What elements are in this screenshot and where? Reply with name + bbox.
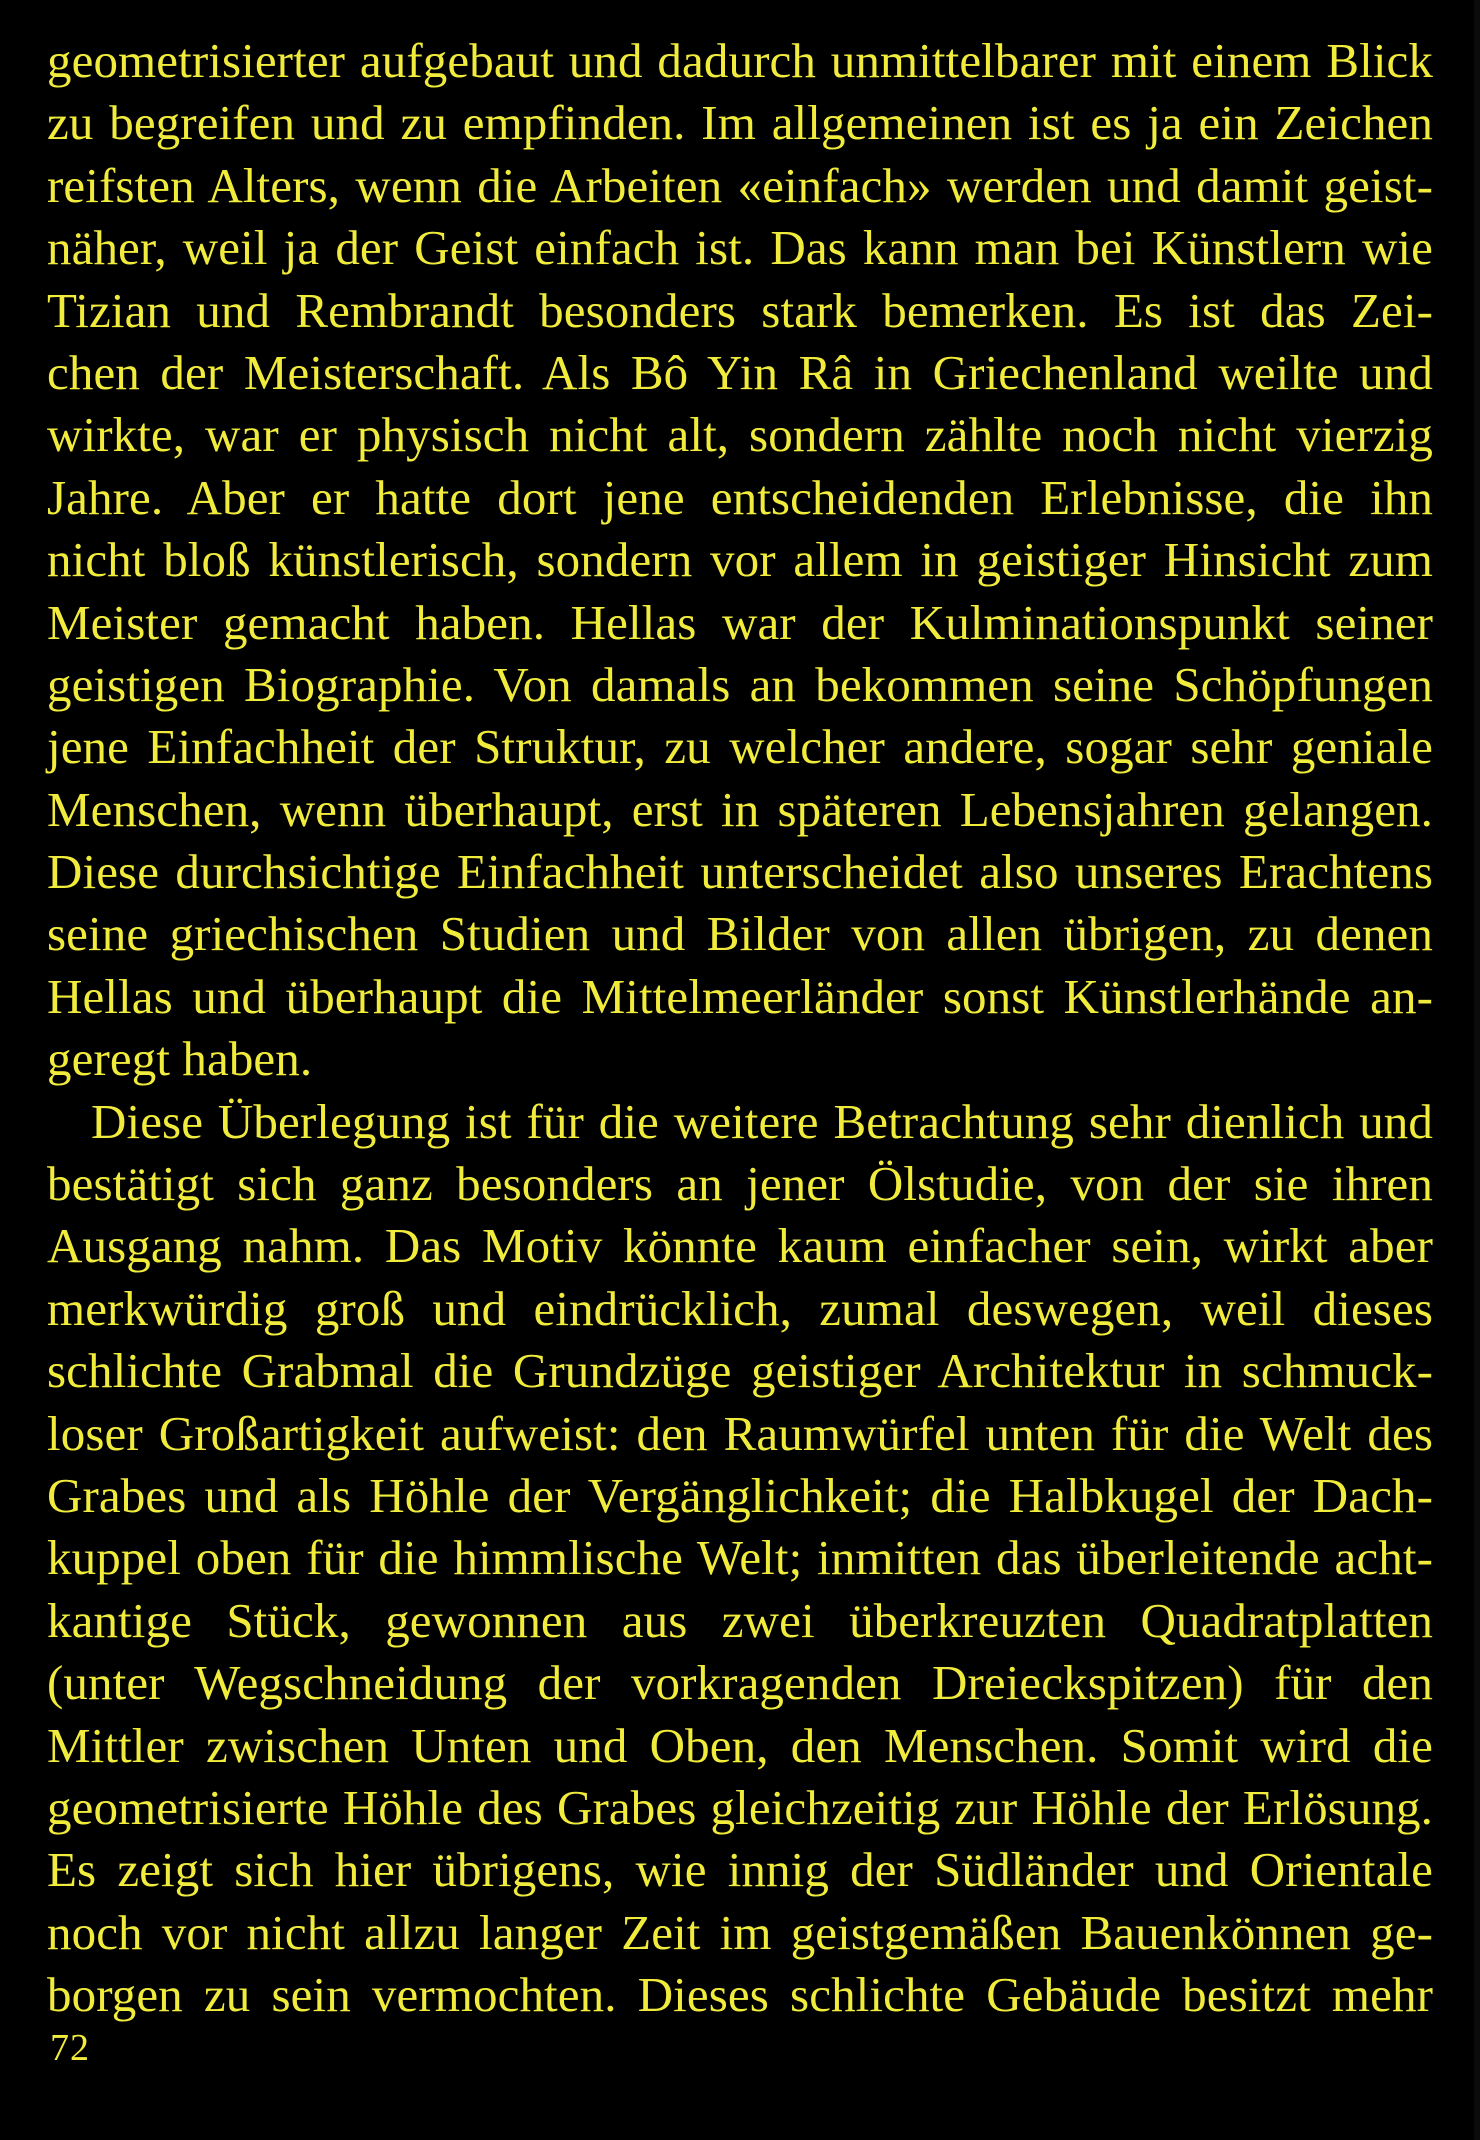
text-line: Mittler zwischen Unten und Oben, den Menschen. Somit wird die bbox=[47, 1717, 1433, 1773]
page-edge bbox=[1474, 0, 1480, 2140]
text-line: geistigen Biographie. Von damals an bekommen seine Schöpfungen bbox=[47, 656, 1433, 712]
text-line: Menschen, wenn überhaupt, erst in späteren Lebensjahren gelangen. bbox=[47, 781, 1433, 837]
text-line: wirkte, war er physisch nicht alt, sondern zählte noch nicht vierzig bbox=[47, 407, 1433, 463]
text-line: kuppel oben für die himmlische Welt; inmitten das überleitende acht- bbox=[47, 1530, 1433, 1586]
text-line: reifsten Alters, wenn die Arbeiten «einfach» werden und damit geist- bbox=[47, 157, 1433, 213]
text-line: (unter Wegschneidung der vorkragenden Dreieckspitzen) für den bbox=[47, 1655, 1433, 1711]
text-line: kantige Stück, gewonnen aus zwei überkreuzten Quadratplatten bbox=[47, 1592, 1433, 1648]
text-line: Es zeigt sich hier übrigens, wie innig der Südländer und Orientale bbox=[47, 1842, 1433, 1898]
text-line: zu begreifen und zu empfinden. Im allgemeinen ist es ja ein Zeichen bbox=[47, 95, 1433, 151]
text-line: bestätigt sich ganz besonders an jener Ölstudie, von der sie ihren bbox=[47, 1156, 1433, 1212]
text-line: seine griechischen Studien und Bilder von allen übrigen, zu denen bbox=[47, 906, 1433, 962]
text-line: borgen zu sein vermochten. Dieses schlichte Gebäude besitzt mehr bbox=[47, 1967, 1433, 2023]
text-line: schlichte Grabmal die Grundzüge geistiger Architektur in schmuck- bbox=[47, 1343, 1433, 1399]
text-line: Jahre. Aber er hatte dort jene entscheidenden Erlebnisse, die ihn bbox=[47, 469, 1433, 525]
text-line: loser Großartigkeit aufweist: den Raumwürfel unten für die Welt des bbox=[47, 1405, 1433, 1461]
body-text bbox=[47, 30, 1433, 2027]
text-line: Grabes und als Höhle der Vergänglichkeit; die Halbkugel der Dach- bbox=[47, 1467, 1433, 1523]
text-line: Meister gemacht haben. Hellas war der Kulminationspunkt seiner bbox=[47, 594, 1433, 650]
text-line: Tizian und Rembrandt besonders stark bemerken. Es ist das Zei- bbox=[47, 282, 1433, 338]
text-line: näher, weil ja der Geist einfach ist. Das kann man bei Künstlern wie bbox=[47, 220, 1433, 276]
text-line: merkwürdig groß und eindrücklich, zumal deswegen, weil dieses bbox=[47, 1280, 1433, 1336]
text-line: noch vor nicht allzu langer Zeit im geistgemäßen Bauenkönnen ge- bbox=[47, 1904, 1433, 1960]
page-number: 72 bbox=[50, 2027, 90, 2069]
paragraph bbox=[47, 30, 1433, 1091]
text-line: Diese durchsichtige Einfachheit unterscheidet also unseres Erachtens bbox=[47, 844, 1433, 900]
text-line: jene Einfachheit der Struktur, zu welcher andere, sogar sehr geniale bbox=[47, 719, 1433, 775]
text-line: geregt haben. bbox=[47, 1031, 313, 1087]
text-line: Diese Überlegung ist für die weitere Betrachtung sehr dienlich und bbox=[91, 1093, 1433, 1149]
text-line: Ausgang nahm. Das Motiv könnte kaum einfacher sein, wirkt aber bbox=[47, 1218, 1433, 1274]
paragraph bbox=[47, 1091, 1433, 2027]
text-line: geometrisierte Höhle des Grabes gleichzeitig zur Höhle der Erlösung. bbox=[47, 1779, 1433, 1835]
text-line: geometrisierter aufgebaut und dadurch unmittelbarer mit einem Blick bbox=[47, 33, 1433, 88]
text-line: chen der Meisterschaft. Als Bô Yin Râ in Griechenland weilte und bbox=[47, 344, 1433, 400]
text-line: nicht bloß künstlerisch, sondern vor allem in geistiger Hinsicht zum bbox=[47, 532, 1433, 588]
text-line: Hellas und überhaupt die Mittelmeerländer sonst Künstlerhände an- bbox=[47, 968, 1433, 1024]
